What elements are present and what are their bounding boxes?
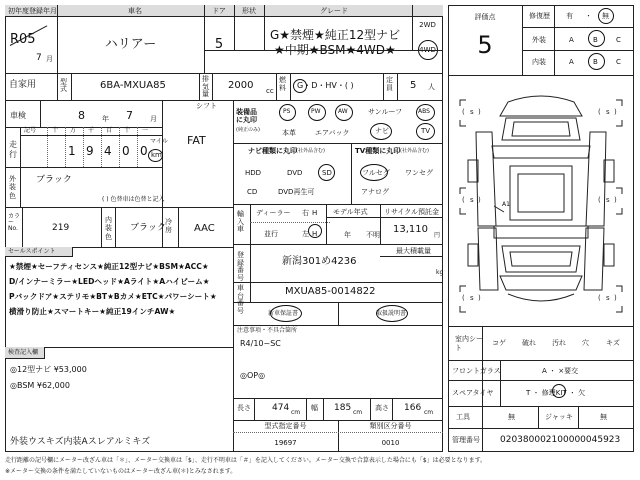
- grade-line1: G★禁煙★純正12型ナビ: [270, 28, 401, 42]
- svg-text:(: (: [462, 294, 465, 302]
- svg-text:s: s: [606, 196, 610, 204]
- import-label: 輸入車: [237, 210, 244, 234]
- car-diagram: [448, 76, 634, 326]
- svg-text:s: s: [470, 294, 474, 302]
- interior-sheet-item: キズ: [606, 339, 620, 347]
- notes-label: 注意事項・不具合箇所: [237, 327, 298, 334]
- history-label: 修復歴: [529, 12, 550, 20]
- equipment-pw: PW: [311, 108, 321, 115]
- svg-text:s: s: [470, 108, 474, 116]
- color-no-label: カラーNo.: [8, 213, 21, 232]
- model-year-label: モデル年式: [333, 208, 368, 216]
- class-no: 0010: [381, 439, 400, 447]
- shift: FAT: [187, 134, 206, 147]
- mileage-unit-label: 千: [88, 127, 95, 134]
- svg-text:): ): [478, 108, 481, 116]
- equipment-ps: PS: [283, 108, 291, 115]
- history-yes: 有: [566, 12, 573, 20]
- capacity-unit: 人: [428, 83, 435, 91]
- mileage-unit-label: 記号: [24, 127, 37, 134]
- width-label: 幅: [311, 404, 318, 412]
- ac-value: AAC: [194, 223, 215, 234]
- shaken-label: 車検: [10, 111, 26, 120]
- jack-label: ジャッキ: [545, 413, 573, 421]
- interior-sheet-item: 破れ: [522, 339, 536, 347]
- displacement-unit: cc: [266, 87, 274, 95]
- shape-label: 形状: [242, 7, 256, 15]
- front-glass-label: フロントガラス: [452, 367, 501, 375]
- inspector-line3: 外装ウスキズ内装Aスレアルミキズ: [10, 437, 151, 447]
- length-cm: cm: [291, 409, 301, 416]
- import-hand-l: H: [312, 230, 318, 238]
- footer-line2: ※メーター交換の条件を満たしていないものはメーター改ざん車(＊)とみなされます。: [5, 468, 237, 475]
- type-no-label: 型式指定番号: [264, 422, 307, 430]
- new-guarantee: 新車保証書: [268, 310, 299, 317]
- interior-sheet-item: 穴: [582, 339, 589, 347]
- front-glass-options: A ・ ×要交: [542, 367, 579, 375]
- doors-label: ドア: [212, 7, 226, 15]
- width-value: 185: [334, 403, 352, 413]
- tv-sub: (社外品含む): [400, 148, 429, 154]
- history-no: 無: [602, 12, 609, 20]
- length-label: 長さ: [237, 404, 251, 412]
- shaken-month-unit: 月: [150, 115, 157, 123]
- mileage-unit-label: 一: [142, 127, 149, 134]
- admin-value: 020380002100000045923: [500, 435, 621, 445]
- tv-oneseg: ワンセグ: [405, 169, 433, 177]
- capacity-label: 定員: [386, 76, 393, 92]
- km-label: km: [151, 151, 162, 159]
- grade-label: グレード: [320, 7, 348, 15]
- interior-label: 内装: [532, 58, 546, 66]
- reg-value: 新潟301め4236: [282, 256, 357, 267]
- svg-text:): ): [478, 294, 481, 302]
- svg-text:s: s: [470, 196, 474, 204]
- height-label: 高さ: [375, 404, 389, 412]
- import-hand-r: H: [312, 209, 318, 217]
- interior-color-label: 内装色: [105, 216, 112, 241]
- doors: 5: [214, 37, 224, 52]
- exterior-a: A: [569, 36, 574, 44]
- interior-color: ブラック: [130, 223, 166, 233]
- svg-text:s: s: [606, 294, 610, 302]
- equipment-leather: 本革: [282, 129, 296, 137]
- import-parallel: 並行: [264, 230, 278, 238]
- manual: 取扱説明書: [376, 310, 407, 317]
- max-load-label: 最大積載量: [396, 247, 431, 255]
- svg-text:(: (: [598, 294, 601, 302]
- svg-text:s: s: [606, 108, 610, 116]
- color-note: ( ) 色替車は色替と記入: [102, 196, 165, 203]
- svg-text:(: (: [462, 196, 465, 204]
- exterior-label: 外装: [532, 36, 546, 44]
- reg-label: 登録番号: [237, 251, 244, 283]
- footer-line1: 走行距離の記号欄にメーター改ざん車は「＊」、メーター交換車は「$」、走行不明車は「＃」を記入してください。メーター交換で合算表示した場合にも「$」は必要となります。: [5, 457, 487, 464]
- sales-point-line: ★禁煙★セーフティセンス★純正12型ナビ★BSM★ACC★: [9, 262, 209, 271]
- interior-sheet-item: 汚れ: [552, 339, 566, 347]
- model-year-unit: 年: [344, 231, 351, 239]
- mileage-unit-label: 十: [124, 127, 131, 134]
- shift-label: シフト: [196, 102, 217, 110]
- usage: 自家用: [9, 80, 37, 90]
- mileage-label: 走行: [9, 140, 17, 159]
- jack-value: 無: [600, 413, 607, 421]
- navi-sd: SD: [322, 169, 332, 177]
- mileage-digit: 9: [86, 144, 94, 158]
- sales-point-line: 横滑り防止★スマートキー★純正19インチAW★: [9, 307, 176, 316]
- svg-text:(: (: [598, 196, 601, 204]
- mileage-digit: 4: [104, 144, 112, 158]
- ac-label: 冷房: [165, 218, 172, 235]
- class-no-label: 類別区分番号: [369, 422, 412, 430]
- inspector-label: 検査記入欄: [8, 349, 39, 356]
- equipment-aw: AW: [338, 108, 348, 115]
- tv-label: TV種類に丸印: [355, 147, 401, 155]
- diagram-a1: A1: [502, 201, 510, 208]
- max-load-kg: kg: [436, 269, 444, 276]
- shaken-month: 7: [126, 109, 133, 122]
- svg-text:): ): [478, 196, 481, 204]
- displacement: 2000: [228, 80, 254, 91]
- model-name: ハリアー: [104, 37, 157, 52]
- sales-point-line: D/インナーミラー★LEDヘッド★Aライト★Aハイビーム★: [9, 277, 210, 286]
- katashiki-label: 型式: [60, 78, 67, 93]
- displacement-label: 排気量: [202, 75, 209, 99]
- interior-c: C: [616, 58, 621, 66]
- chassis-label: 車台番号: [237, 284, 244, 316]
- equipment-abs: ABS: [418, 108, 430, 115]
- height-cm: cm: [424, 409, 434, 416]
- capacity: 5: [410, 80, 417, 91]
- inspector-line2: ◎BSM ¥62,000: [10, 381, 70, 390]
- svg-text:(: (: [598, 108, 601, 116]
- katashiki: 6BA-MXUA85: [100, 80, 166, 91]
- tools-label: 工具: [456, 413, 470, 421]
- mileage-unit-label: 十: [52, 127, 59, 134]
- recycle-yen: 円: [434, 232, 441, 239]
- svg-text:(: (: [462, 108, 465, 116]
- navi-dvd: DVD: [287, 169, 303, 177]
- equipment-label: 装備品に丸印: [236, 108, 257, 125]
- exterior-b: B: [593, 36, 598, 44]
- sales-point-label: セールスポイント: [8, 248, 56, 255]
- navi-cd: CD: [247, 188, 258, 196]
- color-label: 外装色: [9, 175, 16, 200]
- equipment-navi: ナビ: [375, 127, 389, 135]
- rating-label: 評価点: [474, 13, 496, 21]
- tv-analog: アナログ: [361, 188, 389, 196]
- navi-label: ナビ種類に丸印: [248, 147, 297, 155]
- first-reg-month-unit: 月: [46, 55, 53, 63]
- color-no-value: 219: [52, 223, 70, 233]
- spare-tire-options: T ・ 修理KIT ・ 欠: [526, 389, 586, 397]
- mileage-unit-label: 万: [70, 127, 77, 134]
- navi-sub: (社外品含む): [296, 148, 325, 154]
- interior-a: A: [569, 58, 574, 66]
- color-value: ブラック: [36, 175, 72, 185]
- equipment-tv: TV: [421, 127, 431, 135]
- model-year-unknown: 不明: [366, 231, 380, 239]
- import-left: 左: [302, 230, 309, 238]
- recycle-label: リサイクル預託金: [384, 208, 440, 216]
- navi-hdd: HDD: [245, 169, 262, 177]
- first-reg-era: R05: [10, 32, 36, 47]
- tv-fullseg: フルセグ: [362, 169, 390, 177]
- shaken-year-unit: 年: [102, 115, 109, 123]
- model-name-label: 車名: [128, 7, 142, 15]
- interior-sheet-label: 室内シート: [455, 335, 483, 353]
- interior-sheet-item: コゲ: [492, 339, 506, 347]
- fuel-options: G・D・HV・( ): [297, 81, 354, 90]
- grade-line2: ★中期★BSM★4WD★: [274, 43, 396, 57]
- equipment-airbag: エアバック: [315, 129, 350, 137]
- first-reg-month: 7: [36, 53, 42, 63]
- import-right: 右: [302, 209, 309, 217]
- chassis-value: MXUA85-0014822: [285, 286, 376, 297]
- length-value: 474: [272, 403, 290, 413]
- notes-line2: ◎OP◎: [240, 371, 266, 380]
- interior-b: B: [593, 58, 598, 66]
- sales-point-line: Pバックドア★ステリモ★BT★Bカメ★ETC★パワーシート★: [9, 292, 217, 301]
- mileage-digit: 0: [140, 144, 148, 158]
- mileage-digit: 1: [68, 144, 76, 158]
- first-reg-label: 初年度登録年月: [8, 7, 57, 15]
- admin-label: 管理番号: [452, 436, 480, 444]
- height-value: 166: [404, 403, 422, 413]
- notes-line1: R4/10~SC: [240, 339, 281, 348]
- rating-score: 5: [477, 31, 493, 59]
- tools-value: 無: [508, 413, 515, 421]
- recycle-value: 13,110: [393, 224, 428, 235]
- import-dealer: ディーラー: [256, 209, 291, 217]
- mileage-digit: 0: [122, 144, 130, 158]
- svg-text:): ): [614, 294, 617, 302]
- fourwd: 4WD: [419, 46, 436, 54]
- equipment-sub: (純正のみ): [236, 127, 260, 133]
- exterior-c: C: [616, 36, 621, 44]
- navi-dvd-play: DVD再生可: [278, 188, 315, 196]
- mile-label: マイル: [150, 138, 168, 145]
- type-no: 19697: [274, 439, 297, 447]
- mileage-unit-label: 百: [106, 127, 113, 134]
- fuel-label: 燃料: [279, 76, 286, 92]
- spare-tire-label: スペアタイヤ: [452, 389, 494, 397]
- shaken-year: 8: [78, 109, 85, 122]
- svg-text:): ): [614, 108, 617, 116]
- twowd: 2WD: [419, 21, 436, 29]
- svg-text:): ): [614, 196, 617, 204]
- width-cm: cm: [353, 409, 363, 416]
- equipment-sunroof: サンルーフ: [368, 108, 403, 116]
- inspector-line1: ◎12型ナビ ¥53,000: [10, 365, 87, 374]
